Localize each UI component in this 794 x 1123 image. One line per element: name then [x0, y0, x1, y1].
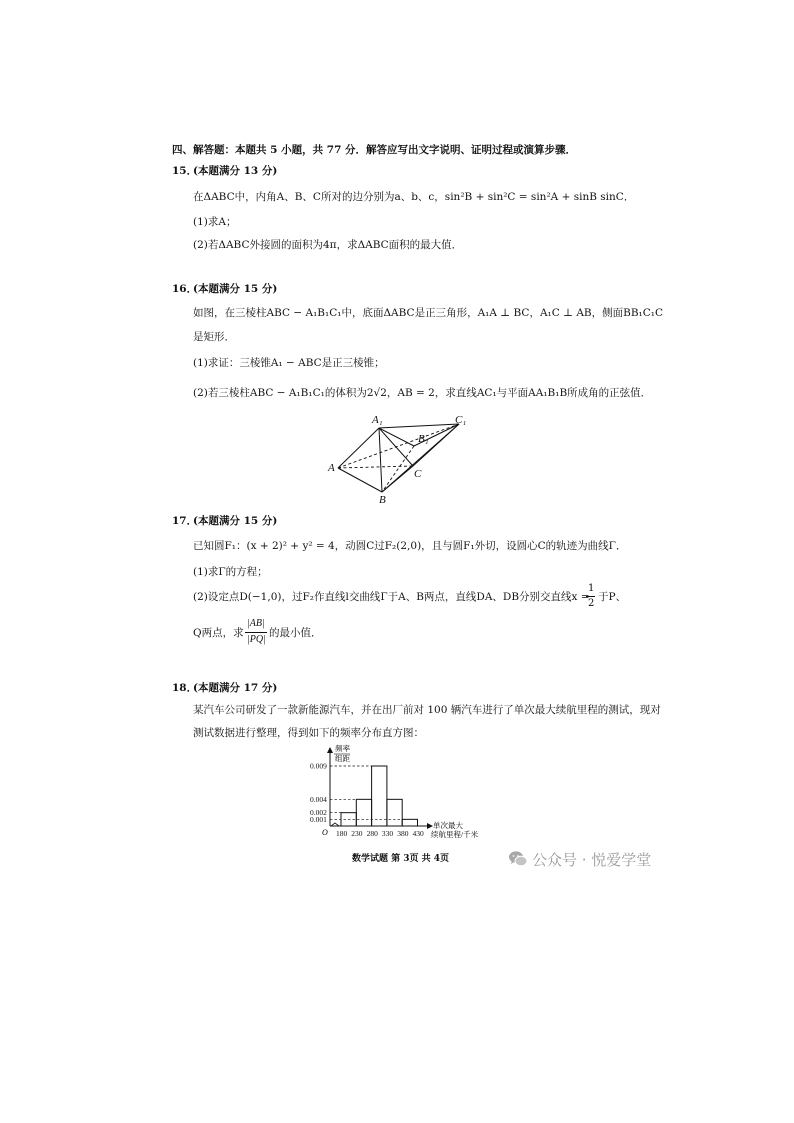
x-axis-label-line1: 单次最大	[433, 821, 463, 830]
histogram-bar	[372, 766, 387, 826]
label-c1: C₁	[455, 414, 467, 426]
problem-17-part-2: (2)设定点D(−1,0)，过F₂作直线l交曲线Γ于A、B两点，直线DA、DB分别交直线x =	[193, 591, 590, 603]
problem-16-number: 16．	[172, 283, 198, 295]
label-a1: A₁	[372, 414, 383, 426]
x-tick-label: 180	[336, 829, 348, 838]
label-c: C	[414, 468, 422, 480]
problem-16-score: (本题满分 15 分)	[193, 283, 278, 295]
problem-18-score: (本题满分 17 分)	[193, 682, 278, 694]
label-b1: B₁	[418, 433, 429, 445]
fraction-half-denominator: 2	[588, 598, 595, 609]
problem-15-statement: 在ΔABC中，内角A、B、C所对的边分别为a、b、c，sin²B + sin²C = sin²A + sinB sinC．	[193, 191, 635, 203]
problem-17-score: (本题满分 15 分)	[193, 515, 278, 527]
watermark-text: 公众号 · 悦爱学堂	[532, 851, 652, 869]
y-axis-label-line1: 频率	[335, 744, 350, 753]
problem-17-statement: 已知圆F₁：(x + 2)² + y² = 4，动圆C过F₂(2,0)，且与圆F₁外切，设圆心C的轨迹为曲线Γ．	[193, 540, 627, 552]
problem-16-statement-cont: 是矩形．	[193, 331, 235, 343]
problem-16-part-1: (1)求证：三棱锥A₁ − ABC是正三棱锥；	[193, 357, 385, 369]
page-footer: 数学试题 第 3页 共 4页	[352, 854, 450, 864]
x-tick-label: 280	[366, 829, 378, 838]
problem-17-part-2-cont: Q两点，求	[193, 627, 244, 639]
ratio-numerator: |AB|	[247, 618, 265, 629]
problem-18-statement-cont: 测试数据进行整理，得到如下的频率分布直方图：	[193, 727, 424, 739]
problem-17-number: 17．	[172, 515, 198, 527]
x-tick-label: 330	[381, 829, 394, 838]
ratio-denominator: |PQ|	[247, 634, 266, 645]
label-a: A	[328, 462, 335, 474]
histogram-bar	[402, 819, 417, 826]
fraction-half-numerator: 1	[588, 583, 595, 594]
problem-15-score: (本题满分 13 分)	[193, 165, 278, 177]
problem-15-part-2: (2)若ΔABC外接圆的面积为4π，求ΔABC面积的最大值．	[193, 239, 463, 251]
problem-16-statement: 如图，在三棱柱ABC − A₁B₁C₁中，底面ΔABC是正三角形，A₁A ⊥ BC，A₁C ⊥ AB，侧面BB₁C₁C	[193, 307, 664, 319]
x-tick-label: 230	[351, 829, 363, 838]
problem-17-part-2-tail: 于P、	[598, 591, 627, 603]
y-tick-label: 0.002	[310, 808, 327, 818]
wechat-icon	[508, 850, 528, 868]
x-tick-label: 430	[412, 829, 424, 838]
problem-17-part-2-end: 的最小值．	[269, 627, 322, 639]
problem-15-part-1: (1)求A；	[193, 216, 237, 228]
x-axis-label-line2: 续航里程/千米	[431, 830, 479, 839]
y-tick-label: 0.009	[310, 761, 327, 771]
problem-18-statement: 某汽车公司研发了一款新能源汽车，并在出厂前对 100 辆汽车进行了单次最大续航里程的测试，现对	[193, 704, 661, 716]
origin-label: O	[322, 828, 328, 837]
histogram-bar	[356, 799, 371, 826]
y-axis-label-line2: 组距	[335, 754, 350, 763]
problem-18-number: 18．	[172, 682, 198, 694]
y-tick-label: 0.004	[310, 794, 327, 804]
label-b: B	[379, 494, 386, 506]
problem-16-part-2: (2)若三棱柱ABC − A₁B₁C₁的体积为2√2，AB = 2，求直线AC₁与平面AA₁B₁B所成角的正弦值．	[193, 387, 652, 399]
section-heading: 四、解答题：本题共 5 小题，共 77 分．解答应写出文字说明、证明过程或演算步骤．	[172, 144, 577, 156]
problem-15-number: 15．	[172, 165, 198, 177]
histogram-bar	[387, 799, 402, 826]
x-tick-label: 380	[397, 829, 409, 838]
problem-17-part-1: (1)求Γ的方程；	[193, 566, 268, 578]
y-tick-label: 0.001	[310, 814, 327, 824]
